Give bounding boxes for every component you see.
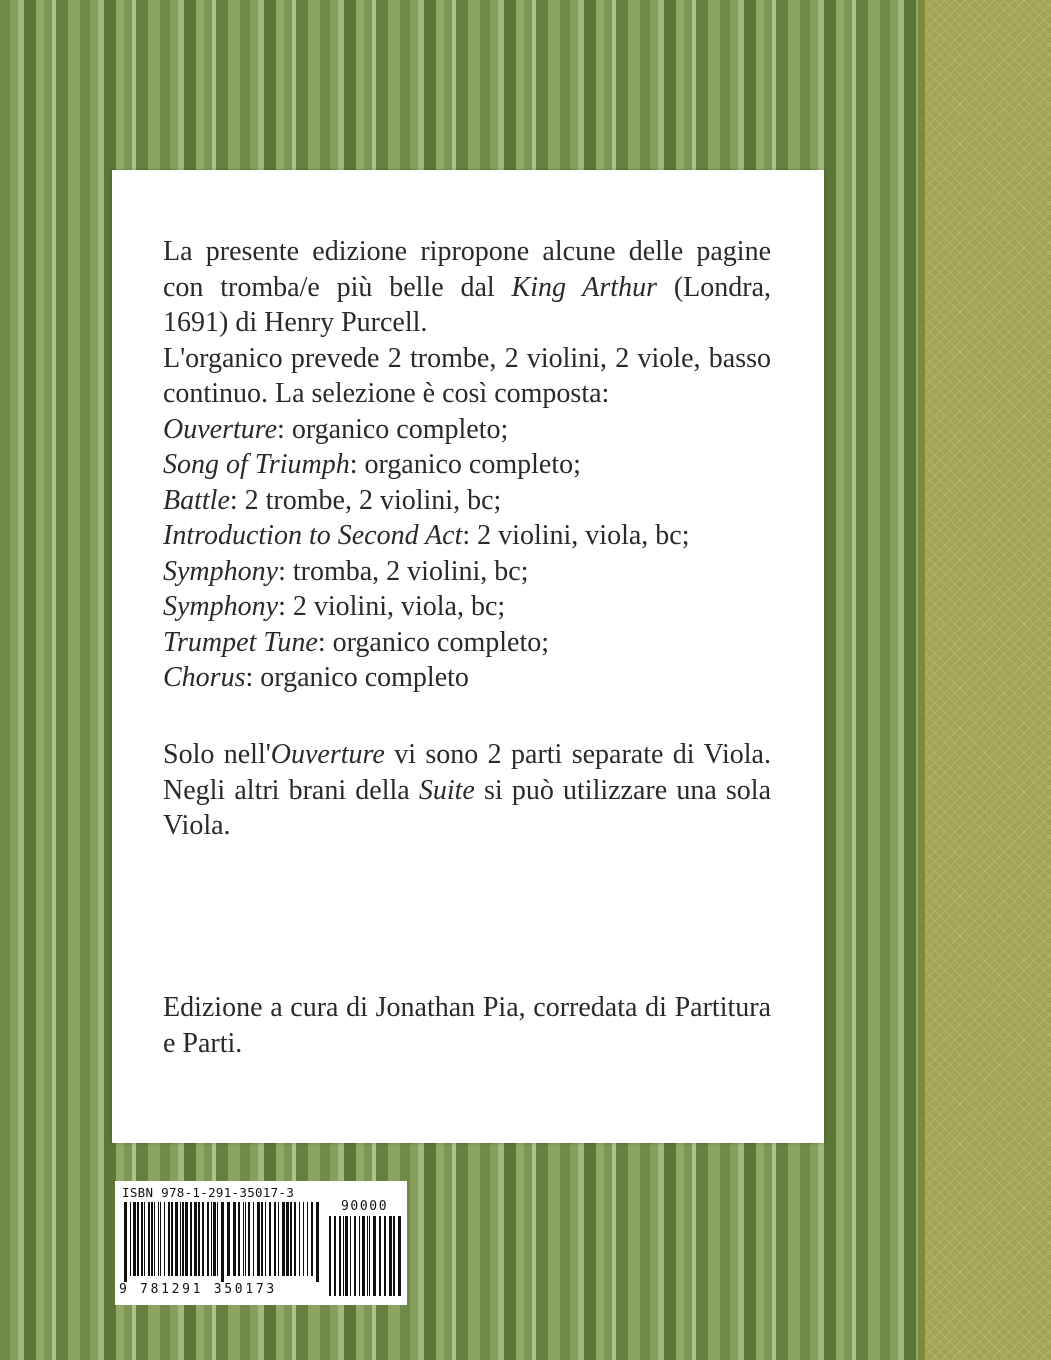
barcode-bar: [217, 1202, 218, 1276]
barcode-bar: [261, 1202, 263, 1276]
piece-item: [163, 554, 771, 590]
piece-detail: : 2 violini, viola, bc;: [462, 520, 690, 551]
viola-note-text-a: Solo nell': [163, 739, 271, 770]
barcode-bar: [130, 1202, 131, 1276]
side-band-divider: [918, 0, 925, 1360]
piece-detail: : tromba, 2 violini, bc;: [278, 555, 529, 587]
barcode-bar: [290, 1202, 292, 1276]
barcode-bar: [359, 1216, 360, 1296]
barcode-bar: [158, 1202, 159, 1276]
barcode-bar: [257, 1202, 260, 1276]
barcode-bar: [175, 1202, 178, 1276]
barcode-bar: [194, 1202, 197, 1276]
barcode-bar: [269, 1202, 271, 1276]
barcode-bar: [274, 1202, 276, 1276]
isbn-label: ISBN 978-1-291-35017-3: [122, 1185, 295, 1200]
barcode-bar: [373, 1216, 376, 1296]
barcode-bar: [248, 1202, 250, 1276]
piece-title: Battle: [163, 484, 230, 516]
piece-detail: : organico completo;: [277, 413, 509, 445]
viola-note-text-b: vi sono 2 parti separate di Viola. Negli altri brani della: [163, 739, 771, 806]
barcode-bar: [202, 1202, 204, 1276]
barcode-bar: [329, 1216, 331, 1296]
description-panel: [112, 170, 824, 1143]
piece-title: Symphony: [163, 555, 279, 587]
barcode-bar: [339, 1216, 341, 1296]
viola-note-text-c: si può utilizzare una sola Viola.: [163, 774, 772, 841]
barcode-bar: [198, 1202, 200, 1276]
barcode-bar: [190, 1202, 192, 1276]
intro-text-a: La presente edizione ripropone alcune delle pagine con tromba/e più belle dal: [163, 236, 771, 303]
barcode-bar: [384, 1216, 386, 1296]
piece-item: [163, 589, 771, 625]
edition-credit-block: [163, 990, 771, 1061]
barcode-bar: [265, 1202, 266, 1276]
barcode-bar: [185, 1202, 188, 1276]
barcode-bar: [398, 1216, 401, 1296]
piece-detail: : organico completo: [245, 662, 469, 693]
barcode-bar: [311, 1202, 313, 1276]
piece-item: [163, 447, 771, 483]
barcode-bar: [316, 1202, 319, 1282]
barcode-bar: [345, 1216, 348, 1296]
ean-barcode-bars: [124, 1202, 320, 1282]
price-addon-bars: [329, 1216, 401, 1296]
piece-title: Introduction to Second Act: [163, 520, 463, 551]
piece-list: [163, 412, 771, 696]
piece-detail: : 2 violini, viola, bc;: [278, 591, 506, 622]
barcode-bar: [379, 1216, 381, 1296]
barcode-bar: [213, 1202, 216, 1276]
barcode-bar: [369, 1216, 370, 1296]
barcode-bar: [238, 1202, 240, 1276]
work-title: King Arthur: [511, 271, 657, 303]
barcode-bar: [124, 1202, 127, 1282]
intro-paragraph: [163, 234, 771, 341]
piece-item: [163, 483, 771, 519]
barcode-bar: [343, 1216, 344, 1296]
barcode-bar: [160, 1202, 161, 1276]
barcode-bar: [354, 1216, 356, 1296]
piece-title: Trumpet Tune: [163, 626, 318, 658]
barcode-bar: [286, 1202, 289, 1276]
barcode-bar: [294, 1202, 296, 1276]
piece-title: Symphony: [163, 591, 279, 622]
barcode-bar: [393, 1216, 395, 1296]
barcode-bar: [367, 1216, 368, 1296]
piece-title: Ouverture: [163, 413, 278, 445]
barcode-bar: [151, 1202, 153, 1276]
piece-item: [163, 518, 771, 554]
piece-item: [163, 625, 771, 661]
intro-text-b: (Londra, 1691) di Henry Purcell.: [163, 271, 771, 338]
price-addon-digits: 90000: [341, 1199, 389, 1214]
barcode-bar: [362, 1216, 365, 1296]
barcode-bar: [350, 1216, 351, 1296]
barcode-bar: [148, 1202, 150, 1276]
barcode-bar: [180, 1202, 181, 1276]
piece-detail: : 2 trombe, 2 violini, bc;: [229, 484, 502, 516]
edition-credit: Edizione a cura di Jonathan Pia, corredata di Partitura e Parti.: [163, 992, 771, 1059]
viola-note-paragraph: [163, 737, 771, 844]
ean-digits: 9 781291 350173: [119, 1282, 277, 1297]
isbn-barcode: [115, 1181, 407, 1305]
barcode-bar: [278, 1202, 279, 1276]
intro-block: [163, 234, 771, 696]
side-pattern-band: [918, 0, 1051, 1360]
instrumentation-paragraph: L'organico prevede 2 trombe, 2 violini, 2 viole, basso continuo. La selezione è così composta:: [163, 342, 771, 409]
barcode-bar: [211, 1202, 212, 1276]
barcode-bar: [307, 1202, 308, 1276]
viola-note-em-suite: Suite: [418, 774, 475, 806]
barcode-bar: [243, 1202, 244, 1276]
piece-title: Song of Triumph: [163, 449, 350, 480]
piece-detail: : organico completo;: [317, 626, 550, 658]
viola-note-block: [163, 737, 771, 844]
piece-detail: : organico completo;: [349, 449, 581, 480]
barcode-bar: [133, 1202, 136, 1276]
barcode-bar: [303, 1202, 304, 1276]
barcode-bar: [171, 1202, 173, 1276]
barcode-bar: [221, 1202, 224, 1282]
barcode-bar: [144, 1202, 145, 1276]
barcode-bar: [141, 1202, 143, 1276]
barcode-bar: [207, 1202, 209, 1276]
barcode-bar: [164, 1202, 165, 1276]
barcode-bar: [168, 1202, 170, 1276]
piece-title: Chorus: [163, 662, 246, 693]
viola-note-em-ouverture: Ouverture: [270, 739, 385, 770]
barcode-bar: [154, 1202, 155, 1276]
piece-item: [163, 660, 771, 696]
piece-item: [163, 412, 771, 448]
barcode-bar: [389, 1216, 392, 1296]
barcode-bar: [182, 1202, 184, 1276]
barcode-bar: [233, 1202, 236, 1276]
barcode-bar: [282, 1202, 285, 1276]
barcode-bar: [227, 1202, 230, 1276]
barcode-bar: [334, 1216, 336, 1296]
barcode-bar: [137, 1202, 139, 1276]
barcode-bar: [299, 1202, 300, 1276]
barcode-bar: [253, 1202, 254, 1276]
barcode-bar: [245, 1202, 246, 1276]
